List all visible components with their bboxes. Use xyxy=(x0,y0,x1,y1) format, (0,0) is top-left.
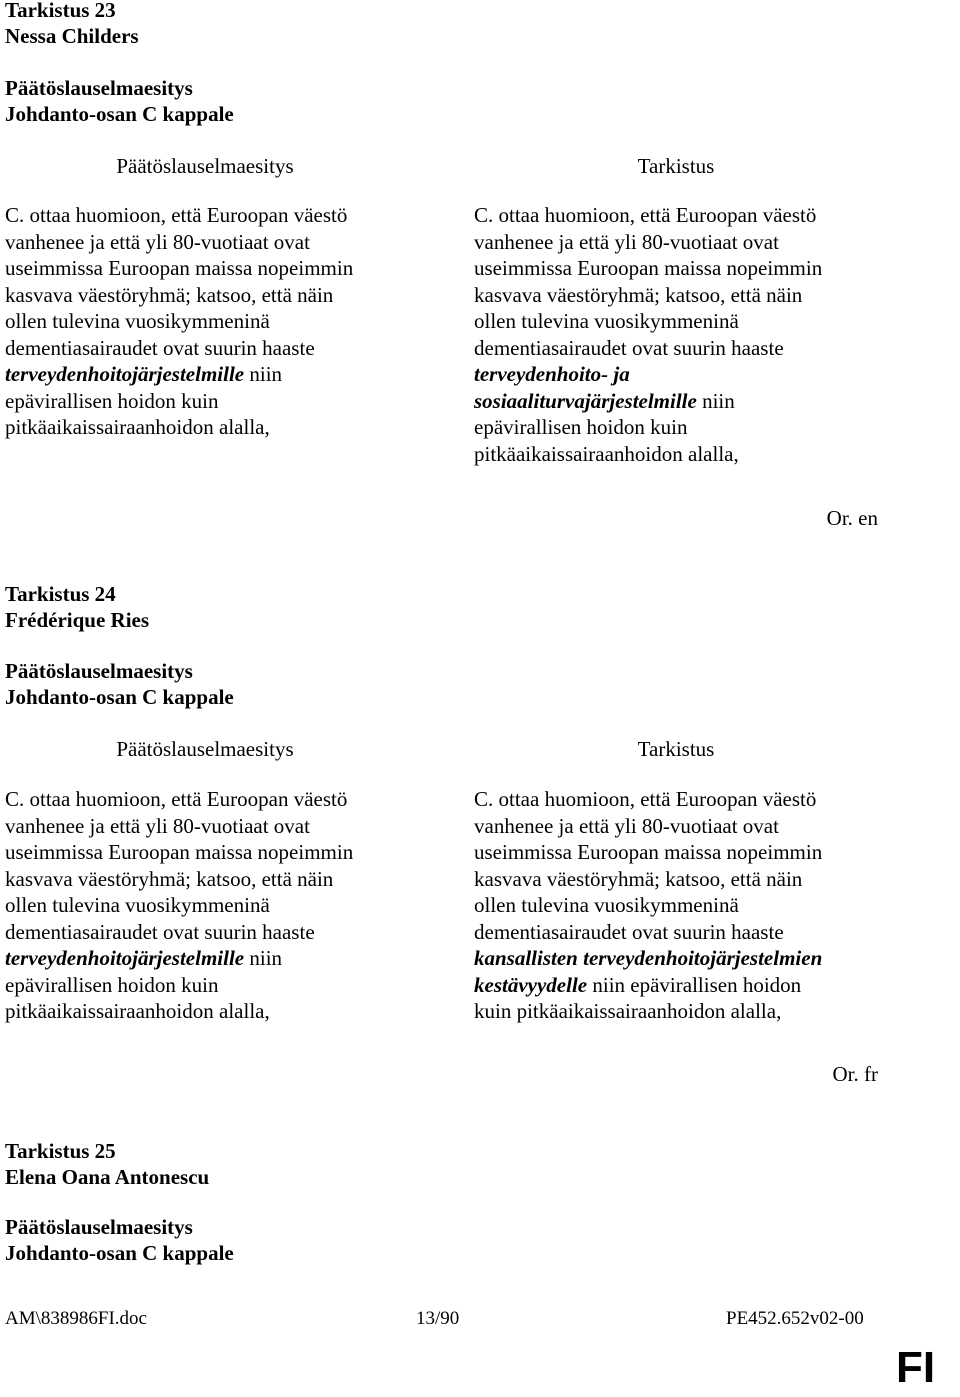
amendment-24-number: Tarkistus 24 xyxy=(5,582,116,606)
amendment-23-author: Nessa Childers xyxy=(5,24,139,48)
amendment-23-original-language: Or. en xyxy=(826,506,878,530)
emphasized-change: terveydenhoitojärjestelmille xyxy=(5,946,245,970)
paragraph-text: C. ottaa huomioon, että Euroopan väestö vanhenee ja että yli 80-vuotiaat ovat useimmissa Euroopan maissa nopeimmin kasvava väestöryhmä; katsoo, että näin ollen tulevina vuosikymmeninä dementiasairaudet ovat suurin haaste xyxy=(5,203,354,360)
amendment-24-left-text xyxy=(5,786,445,1025)
amendment-23-right-text xyxy=(474,202,924,467)
amendment-25-doc-type: Päätöslauselmaesitys xyxy=(5,1215,193,1239)
paragraph-text: niin epävirallisen hoidon kuin pitkäaikaissairaanhoidon alalla, xyxy=(474,972,802,1023)
amendment-25-number: Tarkistus 25 xyxy=(5,1139,116,1163)
paragraph-text: niin epävirallisen hoidon kuin pitkäaikaissairaanhoidon alalla, xyxy=(474,388,739,466)
amendment-23-number: Tarkistus 23 xyxy=(5,0,116,22)
amendment-23-doc-type: Päätöslauselmaesitys xyxy=(5,76,193,100)
paragraph-text: C. ottaa huomioon, että Euroopan väestö vanhenee ja että yli 80-vuotiaat ovat useimmissa Euroopan maissa nopeimmin kasvava väestöryhmä; katsoo, että näin ollen tulevina vuosikymmeninä dementiasairaudet ovat suurin haaste xyxy=(5,787,354,944)
amendment-23-left-text xyxy=(5,202,445,441)
amendment-23-section: Johdanto-osan C kappale xyxy=(5,102,234,126)
amendment-24-author: Frédérique Ries xyxy=(5,608,150,632)
amendment-24-doc-type: Päätöslauselmaesitys xyxy=(5,659,193,683)
amendment-24-left-header: Päätöslauselmaesitys xyxy=(116,737,294,761)
footer-page-number: 13/90 xyxy=(416,1308,460,1329)
amendment-25-author: Elena Oana Antonescu xyxy=(5,1165,210,1189)
footer-doc-reference: AM\838986FI.doc xyxy=(5,1308,147,1329)
emphasized-change: terveydenhoito- ja sosiaaliturvajärjestelmille xyxy=(474,362,697,413)
paragraph-text: niin epävirallisen hoidon kuin pitkäaikaissairaanhoidon alalla, xyxy=(5,946,283,1023)
emphasized-change: terveydenhoitojärjestelmille xyxy=(5,362,245,386)
amendment-24-original-language: Or. fr xyxy=(832,1062,878,1086)
footer-pe-reference: PE452.652v02-00 xyxy=(726,1308,864,1329)
amendment-23-left-header: Päätöslauselmaesitys xyxy=(116,154,294,178)
emphasized-change: kansallisten terveydenhoitojärjestelmien kestävyydelle xyxy=(474,946,823,997)
amendment-24-section: Johdanto-osan C kappale xyxy=(5,685,234,709)
footer-language-code: FI xyxy=(896,1343,936,1392)
paragraph-text: C. ottaa huomioon, että Euroopan väestö vanhenee ja että yli 80-vuotiaat ovat useimmissa Euroopan maissa nopeimmin kasvava väestöryhmä; katsoo, että näin ollen tulevina vuosikymmeninä dementiasairaudet ovat suurin haaste xyxy=(474,203,823,360)
paragraph-text: niin epävirallisen hoidon kuin pitkäaikaissairaanhoidon alalla, xyxy=(5,362,283,439)
amendment-23-right-header: Tarkistus xyxy=(637,154,715,178)
paragraph-text: C. ottaa huomioon, että Euroopan väestö vanhenee ja että yli 80-vuotiaat ovat useimmissa Euroopan maissa nopeimmin kasvava väestöryhmä; katsoo, että näin ollen tulevina vuosikymmeninä dementiasairaudet ovat suurin haaste xyxy=(474,787,823,944)
amendment-24-right-header: Tarkistus xyxy=(637,737,715,761)
amendment-25-section: Johdanto-osan C kappale xyxy=(5,1241,234,1265)
amendment-24-right-text xyxy=(474,786,924,1025)
